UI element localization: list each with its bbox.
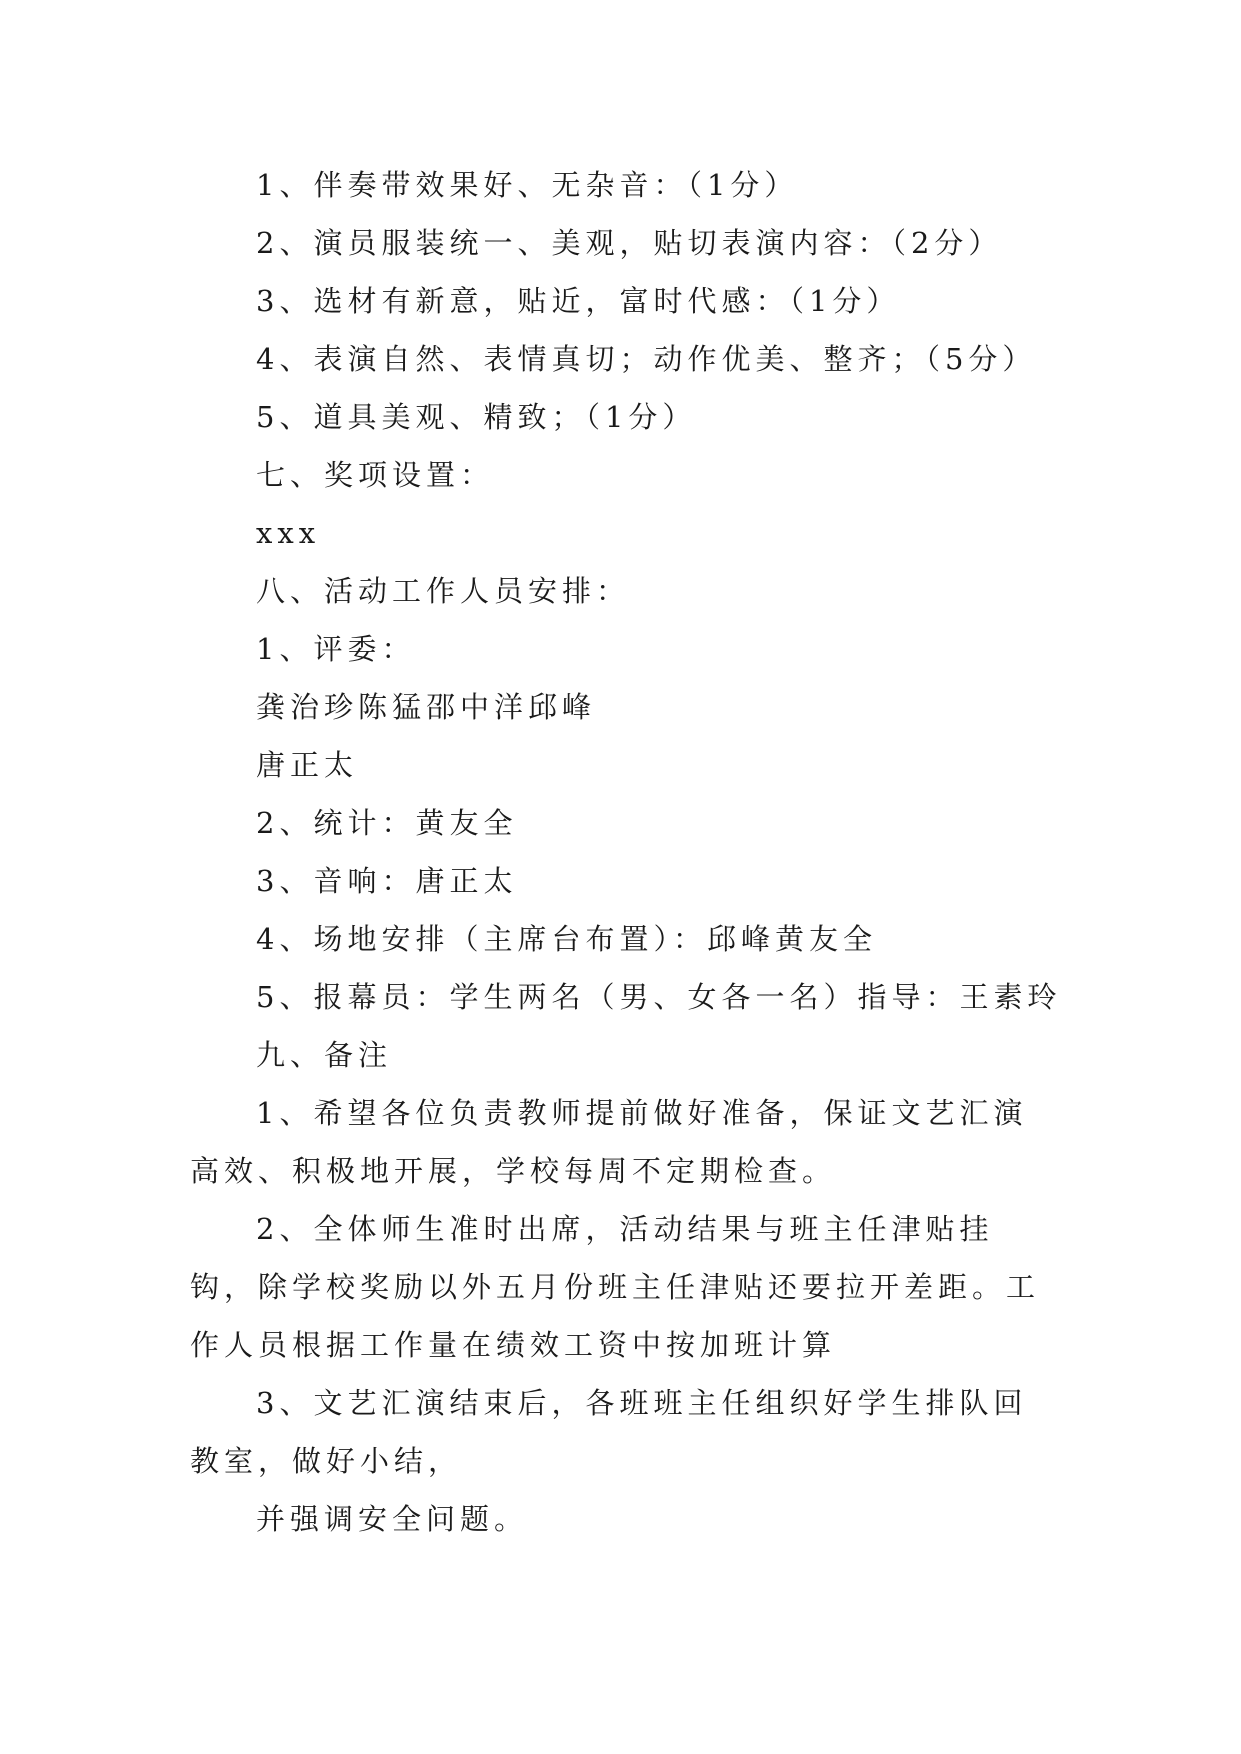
scoring-item-4: 4、表演自然、表情真切；动作优美、整齐；（5分） (256, 342, 1037, 376)
section-heading-staff: 八、活动工作人员安排： (256, 574, 631, 608)
staff-judges-names-cont: 唐正太 (256, 748, 359, 782)
closing-line: 并强调安全问题。 (256, 1502, 529, 1536)
document-body (190, 156, 1060, 1548)
staff-sound: 3、音响：唐正太 (256, 864, 518, 898)
staff-judges-label: 1、评委： (256, 632, 416, 666)
scoring-item-2: 2、演员服装统一、美观，贴切表演内容：（2分） (256, 226, 1003, 260)
scoring-item-3: 3、选材有新意，贴近，富时代感：（1分） (256, 284, 901, 318)
awards-placeholder: xxx (256, 516, 321, 550)
staff-venue: 4、场地安排（主席台布置）：邱峰黄友全 (256, 922, 877, 956)
staff-announcer: 5、报幕员：学生两名（男、女各一名）指导：王素玲 (256, 980, 1062, 1014)
scoring-item-5: 5、道具美观、精致；（1分） (256, 400, 697, 434)
note-paragraph-3: 3、文艺汇演结束后，各班班主任组织好学生排队回教室，做好小结， (190, 1386, 1028, 1478)
staff-statistics: 2、统计：黄友全 (256, 806, 518, 840)
section-heading-awards: 七、奖项设置： (256, 458, 495, 492)
section-heading-notes: 九、备注 (256, 1038, 393, 1072)
staff-judges-names: 龚治珍陈猛邵中洋邱峰 (256, 690, 597, 724)
note-paragraph-1: 1、希望各位负责教师提前做好准备，保证文艺汇演高效、积极地开展，学校每周不定期检查。 (190, 1096, 1028, 1188)
scoring-item-1: 1、伴奏带效果好、无杂音：（1分） (256, 168, 799, 202)
note-paragraph-2: 2、全体师生准时出席，活动结果与班主任津贴挂钩，除学校奖励以外五月份班主任津贴还要拉开差距。工作人员根据工作量在绩效工资中按加班计算 (190, 1212, 1041, 1362)
